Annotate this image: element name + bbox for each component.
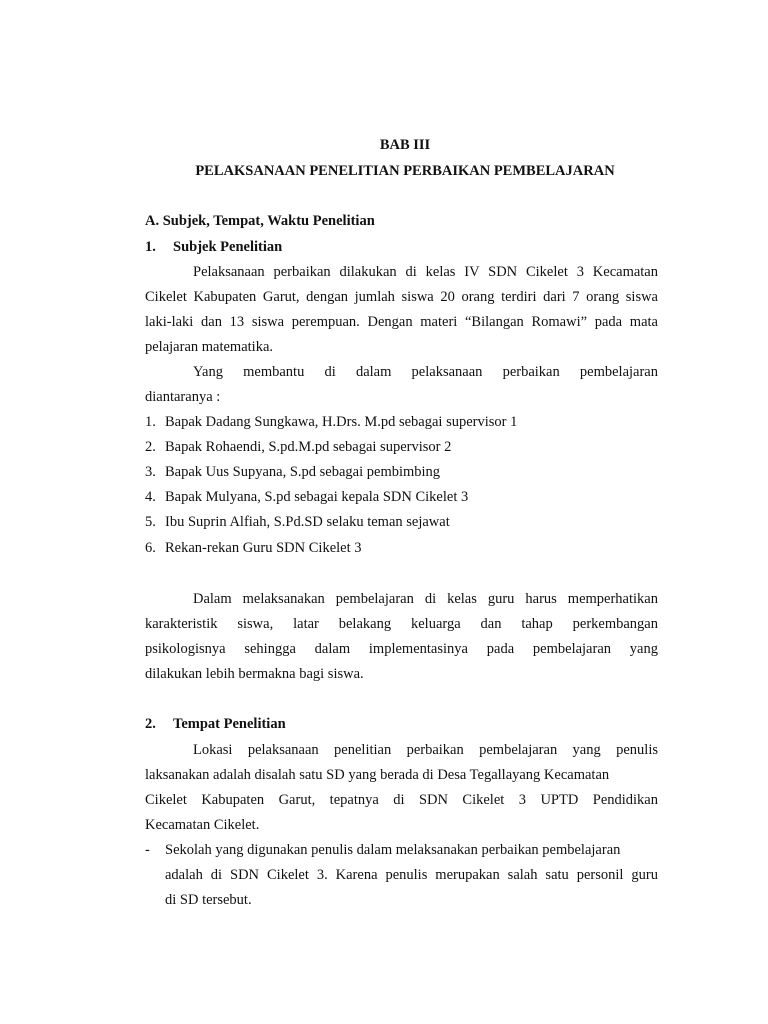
paragraph-line: pelajaran matematika. bbox=[145, 339, 274, 355]
paragraph-line: Cikelet Kabupaten Garut, tepatnya di SDN Cikelet 3 UPTD Pendidikan bbox=[145, 792, 658, 808]
paragraph-line: dilakukan lebih bermakna bagi siswa. bbox=[145, 666, 364, 682]
subsection-1-number: 1. bbox=[145, 239, 156, 255]
list-item: 5. Ibu Suprin Alfiah, S.Pd.SD selaku teman sejawat bbox=[145, 514, 450, 530]
paragraph-line: diantaranya : bbox=[145, 389, 221, 405]
paragraph-line: Cikelet Kabupaten Garut, dengan jumlah siswa 20 orang terdiri dari 7 orang siswa bbox=[145, 289, 658, 305]
paragraph-line: psikologisnya sehingga dalam implementasinya pada pembelajaran yang bbox=[145, 641, 658, 657]
list-item: 1. Bapak Dadang Sungkawa, H.Drs. M.pd sebagai supervisor 1 bbox=[145, 414, 518, 430]
bullet-line: adalah di SDN Cikelet 3. Karena penulis merupakan salah satu personil guru bbox=[165, 867, 658, 883]
chapter-title: PELAKSANAAN PENELITIAN PERBAIKAN PEMBELAJARAN bbox=[195, 163, 615, 179]
list-item: 2. Bapak Rohaendi, S.pd.M.pd sebagai supervisor 2 bbox=[145, 439, 452, 455]
subsection-2-number: 2. bbox=[145, 716, 156, 732]
chapter-number: BAB III bbox=[379, 137, 431, 153]
list-item: 4. Bapak Mulyana, S.pd sebagai kepala SDN Cikelet 3 bbox=[145, 489, 469, 505]
paragraph-line: Kecamatan Cikelet. bbox=[145, 817, 260, 833]
subsection-2-title: Tempat Penelitian bbox=[173, 716, 286, 732]
subsection-1-title: Subjek Penelitian bbox=[173, 239, 283, 255]
paragraph-line: karakteristik siswa, latar belakang keluarga dan tahap perkembangan bbox=[145, 616, 658, 632]
paragraph-line: laksanakan adalah disalah satu SD yang berada di Desa Tegallayang Kecamatan bbox=[145, 767, 610, 783]
paragraph-line: Yang membantu di dalam pelaksanaan perbaikan pembelajaran bbox=[193, 364, 658, 380]
bullet-line: di SD tersebut. bbox=[165, 892, 252, 908]
paragraph-line: Lokasi pelaksanaan penelitian perbaikan pembelajaran yang penulis bbox=[193, 742, 658, 758]
subsection-1-heading bbox=[145, 237, 658, 257]
list-item: 6. Rekan-rekan Guru SDN Cikelet 3 bbox=[145, 540, 362, 556]
bullet-line: Sekolah yang digunakan penulis dalam melaksanakan perbaikan pembelajaran bbox=[165, 842, 621, 858]
list-item: 3. Bapak Uus Supyana, S.pd sebagai pembimbing bbox=[145, 464, 441, 480]
subsection-2-heading bbox=[145, 714, 658, 734]
section-a-heading: A. Subjek, Tempat, Waktu Penelitian bbox=[145, 213, 375, 229]
paragraph-line: Dalam melaksanakan pembelajaran di kelas guru harus memperhatikan bbox=[193, 591, 658, 607]
paragraph-line: Pelaksanaan perbaikan dilakukan di kelas IV SDN Cikelet 3 Kecamatan bbox=[193, 264, 658, 280]
bullet-marker: - bbox=[145, 842, 150, 858]
paragraph-line: laki-laki dan 13 siswa perempuan. Dengan materi “Bilangan Romawi” pada mata bbox=[145, 314, 658, 330]
